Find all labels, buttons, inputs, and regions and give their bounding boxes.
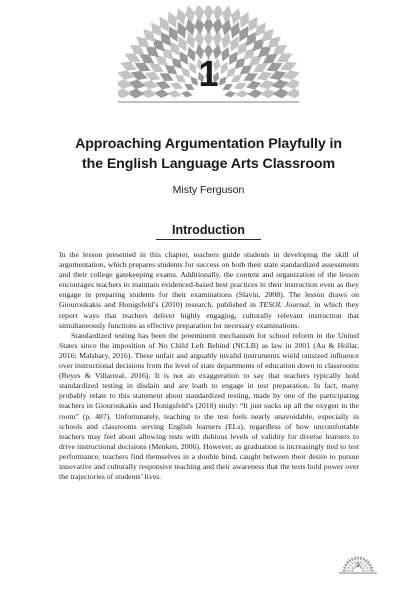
ornament-petal (362, 557, 366, 562)
chapter-title-line-1: Approaching Argumentation Playfully in (75, 136, 342, 152)
ornament-petal (204, 6, 214, 21)
chapter-title-line-2: the English Language Arts Classroom (82, 156, 335, 172)
ornament-petal (357, 556, 359, 560)
paragraph-1 (59, 250, 359, 331)
ornament-petal (350, 557, 354, 562)
page-number: 9 (356, 562, 360, 569)
paragraph-2: Standardized testing has been the preeminent mechanism for school reform in the United States since the imposition of No Child Left Behind (NCLB) as law in 2001 (Au & Hollar, 2016; Malsbary, 2016). These unfair and arguably invalid instruments wield outsized influence over instructional decisions from the level of state departments of education down to classrooms (Reyes & Villarreal, 2016). It is not an exaggeration to say that teachers typically hold standardized testing in disdain and are loath to engage in test preparation. In fact, many probably relate to this statement about standardized testing, made by one of the participating teachers in Giouroukakis and Honigsfeld’s (2010) study: “It just sucks up all the oxygen in the room” (p. 487). Unfortunately, teaching to the test feels nearly unavoidable, especially in schools and classrooms serving English learners (ELs), regardless of how uncomfortable teachers may feel about allowing tests with dubious levels of validity for diverse learners to drive instructional decisions (Menken, 2006). However, as graduation is increasingly tied to test performance, teachers find themselves in a double bind, caught between their desire to pursue innovative and culturally responsive teaching and their awareness that the tests hold power over the trajectories of students’ lives. (59, 330, 359, 482)
section-heading-rule (156, 239, 261, 240)
ornament-petal (353, 556, 356, 561)
chapter-number: 1 (198, 53, 219, 94)
body-text (59, 250, 359, 482)
ornament-petal (212, 6, 224, 22)
section-heading: Introduction (172, 223, 245, 237)
ornament-petal (193, 6, 205, 22)
paragraph-1-text-a: In the lesson presented in this chapter, teachers guide students in developing the skill of argumentation, which prepares students for success on both their state standardized assessments and their college gatekeeping exams. Additionally, the content and organization of the lesson encourages teachers to maintain evidenced-based best practices in their instruction even as they engage in preparing students for their examinations (Slavin, 2008). The lesson draws on Giouroukakis and Honigsfeld’s (2010) research, published in (59, 250, 359, 310)
chapter-author: Misty Ferguson (172, 184, 245, 196)
journal-title: TESOL Journal (259, 300, 310, 310)
paragraph-1-text-b: , in which they report ways that teachers deliver highly engaging, culturally relevant instruction that simultaneously functions as effective preparation for necessary examinations. (59, 300, 359, 330)
folio-ornament-sunburst-icon (339, 548, 377, 574)
ornament-petal (359, 556, 362, 561)
chapter-title (40, 134, 377, 174)
